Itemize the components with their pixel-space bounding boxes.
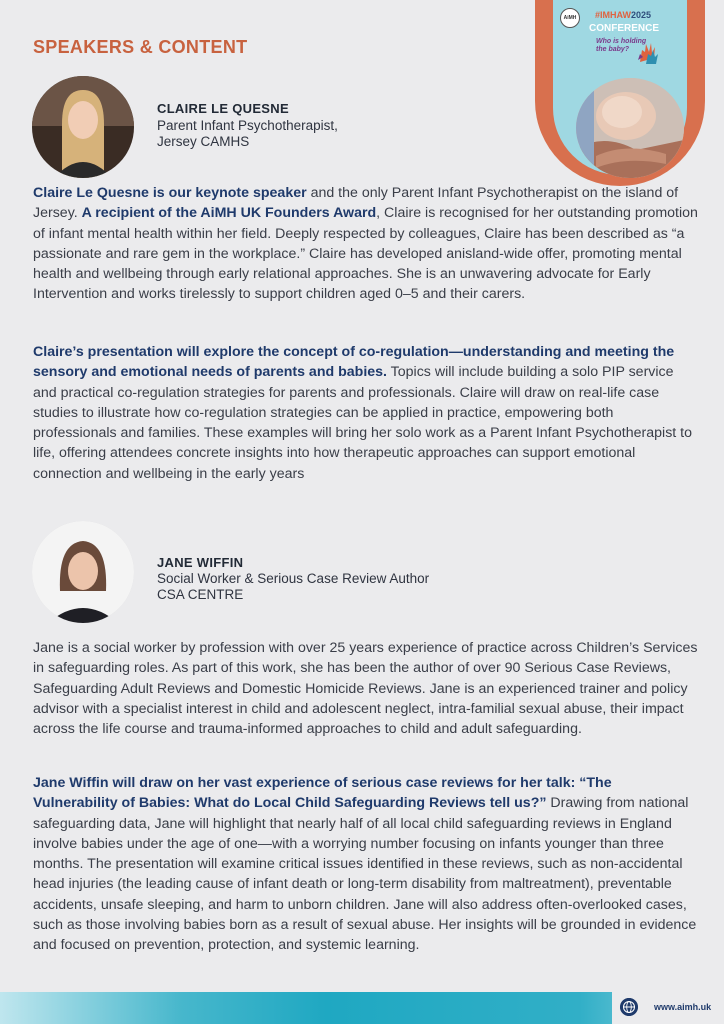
jane-talk-description — [33, 773, 699, 956]
website-link[interactable]: www.aimh.uk — [654, 1002, 712, 1012]
conference-label: CONFERENCE — [589, 23, 660, 34]
aimh-logo: AiMH — [560, 8, 580, 28]
conference-tagline: Who is holding the baby? — [596, 38, 647, 53]
hands-logo-icon — [636, 40, 660, 66]
speaker-role-line: Social Worker & Serious Case Review Author — [157, 571, 430, 586]
conference-hashtag — [595, 10, 651, 20]
hashtag-text: #IMHAW — [595, 10, 631, 20]
talk-bold: Jane Wiffin will draw on her vast experience of serious case reviews for her talk: “The Vulnerability of Babies: What do Local Child Safeguarding Reviews tell us?” — [33, 775, 612, 812]
speaker-role — [157, 118, 517, 150]
bio-text: and the only Parent Infant Psychotherapist on the island of Jersey. — [33, 185, 679, 222]
hashtag-year: 2025 — [631, 10, 652, 20]
speaker-name: JANE WIFFIN — [157, 555, 244, 570]
baby-photo — [576, 78, 684, 178]
speaker-role-line: Jersey CAMHS — [157, 134, 250, 149]
jane-bio: Jane is a social worker by profession with over 25 years experience of practice across Children’s Services in safeguarding roles. As part of this work, she has been the author of over 90 Serious Case Reviews, Safeguarding Adult Reviews and Domestic Homicide Reviews. Jane is an experienced trainer and policy advisor with a specialist interest in child and adolescent neglect, intra-familial sexual abuse, their impact across the life course and trauma-informed approaches to child and adult safeguarding. — [33, 640, 698, 738]
bio-text: , Claire is recognised for her outstanding promotion of infant mental health within her field. Deeply respected by colleagues, Claire has been described as “a passionate and rare gem in the workplace.” Claire has developed anisland-wide offer, promoting mental health and wellbeing through early relational approaches. She is an unwavering advocate for Early Intervention and works tirelessly to support children aged 0–5 and their carers. — [33, 205, 698, 303]
speaker-role — [157, 571, 517, 603]
bio-bold: A recipient of the AiMH UK Founders Award — [81, 205, 377, 222]
speaker-role-line: CSA CENTRE — [157, 587, 244, 602]
globe-icon — [620, 998, 638, 1016]
bio-bold: Claire Le Quesne is our keynote speaker — [33, 185, 307, 201]
speaker-name: CLAIRE LE QUESNE — [157, 101, 289, 116]
talk-text: Topics will include building a solo PIP service and practical co-regulation strategies for parents and professionals. Claire will draw on real-life case studies to illustrate how co-regulation strategies can be applied in practice, empowering both professionals and families. These examples will bring her solo work as a Parent Infant Psychotherapist to life, offering attendees concrete insights into how therapeutic approaches can support emotional connection and wellbeing in the early years — [33, 364, 692, 482]
claire-avatar — [32, 76, 134, 178]
speaker-role-line: Parent Infant Psychotherapist, — [157, 118, 338, 133]
talk-bold: Claire’s presentation will explore the concept of co-regulation—understanding and meeting the sensory and emotional needs of parents and babies. — [33, 344, 675, 381]
claire-bio — [33, 183, 699, 305]
page-title: SPEAKERS & CONTENT — [33, 37, 248, 57]
talk-text: Drawing from national safeguarding data, Jane will highlight that nearly half of all local child safeguarding reviews in England involve babies under the age of one—with a worrying number focusing on infants younger than three months. The presentation will examine critical issues identified in these reviews, such as non-accidental head injuries (the leading cause of infant death or long-term disability from maltreatment), preventable accidents, unsafe sleeping, and harm to unborn children. Jane will also address often-overlooked cases, such as those involving babies born as a result of sexual abuse. Her insights will be grounded in evidence and focused on prevention, protection, and systemic learning. — [33, 795, 697, 954]
jane-avatar — [32, 521, 134, 623]
claire-talk-description — [33, 342, 699, 484]
